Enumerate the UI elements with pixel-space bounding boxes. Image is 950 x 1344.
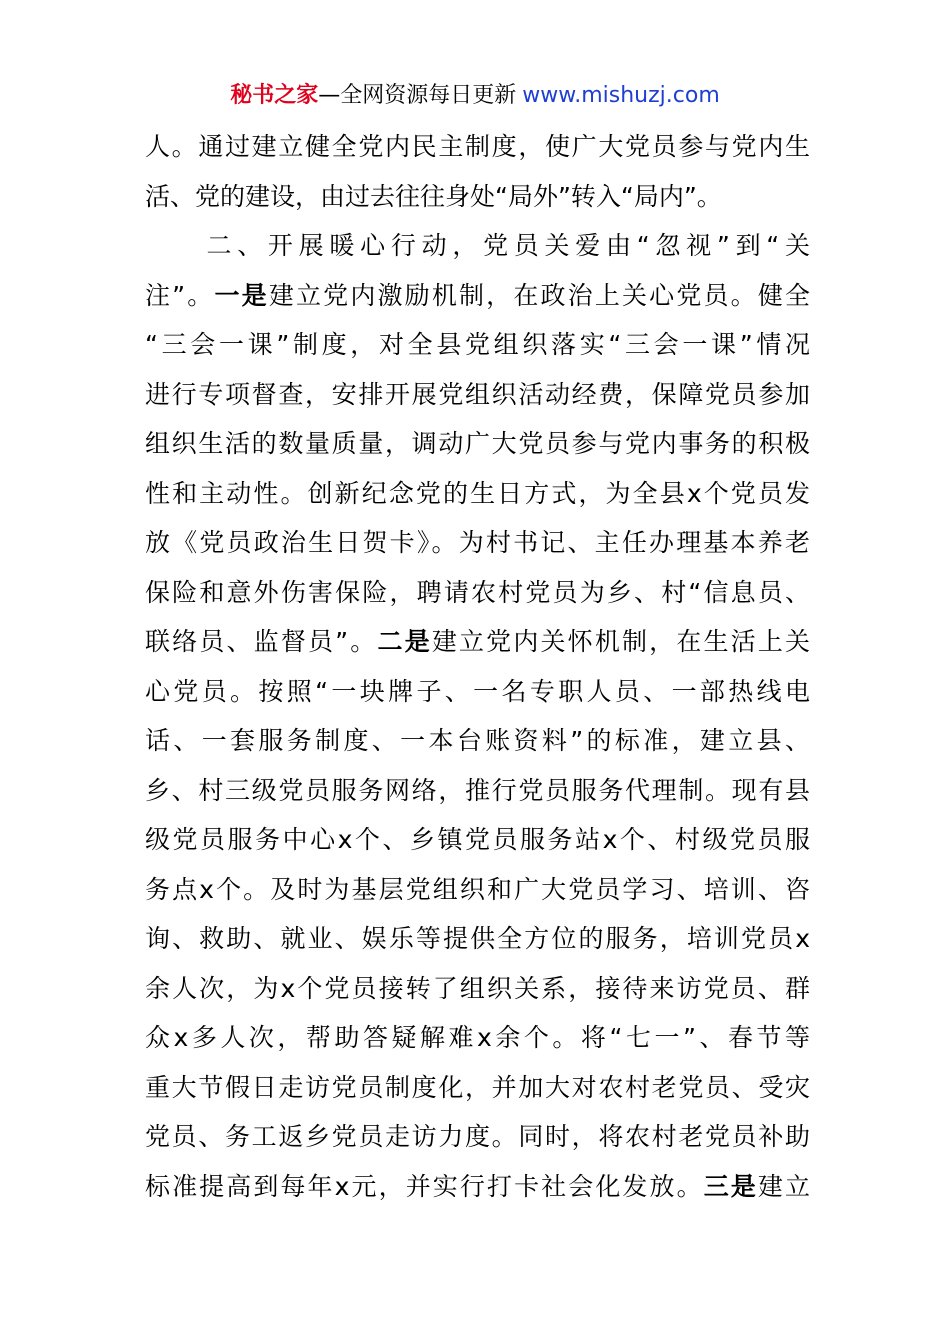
text-run: 放《党员政治生日贺卡》。为村书记、主任办理基本养老 <box>145 528 810 557</box>
text-run: 建立党内关怀机制，在生活上关 <box>431 627 810 656</box>
text-run: 众x多人次，帮助答疑解难x余个。将“七一”、春节等 <box>145 1023 810 1052</box>
site-url-link[interactable]: www.mishuzj.com <box>522 83 720 108</box>
text-line <box>145 1013 810 1063</box>
text-run: 询、救助、就业、娱乐等提供全方位的服务，培训党员x <box>145 924 810 953</box>
text-run: 联络员、监督员”。 <box>145 627 378 656</box>
text-run: 级党员服务中心x个、乡镇党员服务站x个、村级党员服 <box>145 825 810 854</box>
document-body <box>145 122 810 1211</box>
text-line <box>145 122 810 172</box>
emphasis-text: 二是 <box>377 627 432 656</box>
text-run: 心党员。按照“一块牌子、一名专职人员、一部热线电 <box>145 676 810 706</box>
emphasis-text: 一是 <box>214 280 269 310</box>
text-run: 注”。 <box>145 280 215 310</box>
text-line <box>145 617 810 667</box>
text-line <box>145 1112 810 1162</box>
text-run: 余人次，为x个党员接转了组织关系，接待来访党员、群 <box>145 973 810 1003</box>
text-run: 人。通过建立健全党内民主制度，使广大党员参与党内生 <box>145 132 810 161</box>
text-line <box>145 667 810 717</box>
text-run: 建立党内激励机制，在政治上关心党员。健全 <box>268 280 810 310</box>
text-line <box>145 221 810 271</box>
text-line <box>145 271 810 321</box>
site-tagline: —全网资源每日更新 <box>318 83 517 108</box>
text-line <box>145 716 810 766</box>
text-run: 党员、务工返乡党员走访力度。同时，将农村老党员补助 <box>145 1122 810 1151</box>
text-line <box>145 815 810 865</box>
text-run: 建立 <box>757 1171 810 1201</box>
text-run: 活、党的建设，由过去往往身处“局外”转入“局内”。 <box>145 181 722 211</box>
text-line <box>145 469 810 519</box>
site-brand: 秘书之家 <box>230 83 319 108</box>
text-run: 务点x个。及时为基层党组织和广大党员学习、培训、咨 <box>145 874 810 904</box>
text-line <box>145 172 810 222</box>
text-line <box>145 320 810 370</box>
text-run: 乡、村三级党员服务网络，推行党员服务代理制。现有县 <box>145 775 810 805</box>
text-run: 保险和意外伤害保险，聘请农村党员为乡、村“信息员、 <box>145 577 810 607</box>
emphasis-text: 三是 <box>703 1171 758 1201</box>
text-line <box>145 518 810 568</box>
text-line <box>145 766 810 816</box>
text-run: “三会一课”制度，对全县党组织落实“三会一课”情况 <box>145 330 810 359</box>
text-line <box>145 370 810 420</box>
text-run: 标准提高到每年x元，并实行打卡社会化发放。 <box>145 1171 704 1201</box>
text-run: 性和主动性。创新纪念党的生日方式，为全县x个党员发 <box>145 478 810 508</box>
text-line <box>145 865 810 915</box>
text-line <box>145 568 810 618</box>
text-run: 二、开展暖心行动，党员关爱由“忽视”到“关 <box>145 231 810 260</box>
text-line <box>145 964 810 1014</box>
text-run: 组织生活的数量质量，调动广大党员参与党内事务的积极 <box>145 429 810 458</box>
text-line <box>145 914 810 964</box>
text-line <box>145 1063 810 1113</box>
text-line <box>145 419 810 469</box>
text-run: 话、一套服务制度、一本台账资料”的标准，建立县、 <box>145 726 810 755</box>
text-run: 重大节假日走访党员制度化，并加大对农村老党员、受灾 <box>145 1072 810 1102</box>
text-line <box>145 1162 810 1212</box>
site-header <box>0 80 950 112</box>
text-run: 进行专项督查，安排开展党组织活动经费，保障党员参加 <box>145 379 810 409</box>
